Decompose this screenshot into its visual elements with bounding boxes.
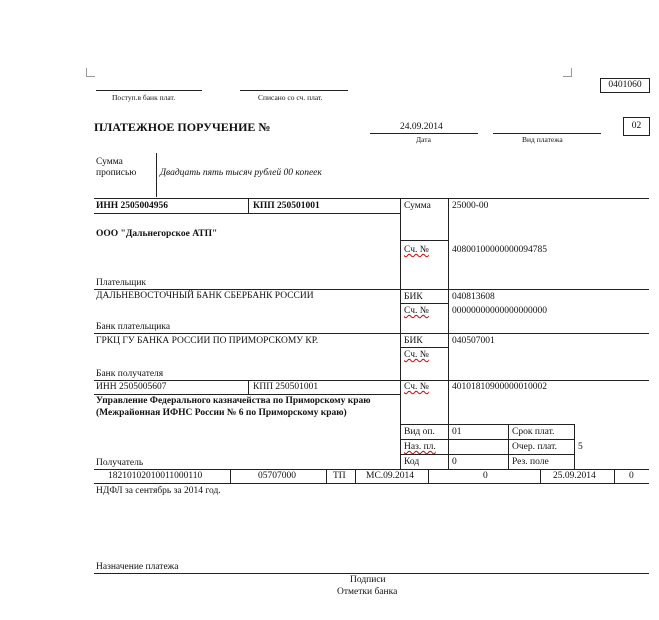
- grid-line: [94, 289, 649, 290]
- grid-line: [400, 439, 574, 440]
- payee-account-label: Сч. №: [404, 382, 429, 392]
- form-code: 0401060: [608, 80, 642, 90]
- grid-line: [400, 424, 574, 425]
- ocher-label: Очер. плат.: [512, 442, 557, 452]
- tax-basis: ТП: [333, 471, 346, 481]
- payer-account: 40800100000000094785: [452, 245, 547, 255]
- tax-oktmo: 05707000: [258, 471, 296, 481]
- amount-divider: [156, 153, 157, 197]
- page-title: ПЛАТЕЖНОЕ ПОРУЧЕНИЕ №: [94, 120, 271, 134]
- naz-label: Наз. пл.: [404, 442, 436, 452]
- grid-line: [400, 454, 574, 455]
- payer-inn: ИНН 2505004956: [96, 201, 169, 211]
- vid-op-label: Вид оп.: [404, 427, 435, 437]
- grid-line: [428, 469, 429, 483]
- grid-line: [614, 469, 615, 483]
- grid-line: [94, 469, 649, 470]
- payee-bank: ГРКЦ ГУ БАНКА РОССИИ ПО ПРИМОРСКОМУ КР.: [96, 336, 319, 346]
- payee-bik: 040507001: [452, 336, 495, 346]
- purpose-line: [94, 573, 649, 574]
- tax-doc-date: 25.09.2014: [553, 471, 596, 481]
- postup-line: [96, 90, 202, 91]
- rez-label: Рез. поле: [512, 457, 549, 467]
- tax-type: 0: [629, 471, 634, 481]
- grid-line: [94, 483, 649, 484]
- payee-kpp: КПП 250501001: [253, 382, 319, 392]
- payee-label: Получатель: [96, 458, 144, 468]
- amount-label-2: прописью: [96, 168, 137, 178]
- grid-line: [248, 198, 249, 213]
- kod-label: Код: [404, 457, 420, 467]
- spisano-label: Списано со сч. плат.: [258, 93, 323, 102]
- grid-line: [574, 424, 575, 469]
- payee-account: 40101810900000010002: [452, 382, 547, 392]
- srok-label: Срок плат.: [512, 427, 555, 437]
- summa-label: Сумма: [404, 201, 431, 211]
- payer-bik: 040813608: [452, 292, 495, 302]
- grid-line: [400, 347, 448, 348]
- kod-value: 0: [452, 457, 457, 467]
- purpose-label: Назначение платежа: [96, 562, 179, 572]
- crop-mark-left: [86, 68, 95, 77]
- payment-purpose: НДФЛ за сентябрь за 2014 год.: [96, 486, 221, 496]
- payer-bik-label: БИК: [404, 292, 423, 302]
- grid-line: [94, 198, 649, 199]
- form-code-box: [600, 78, 650, 93]
- vid-op-value: 01: [452, 427, 462, 437]
- grid-line: [94, 213, 400, 214]
- grid-line: [326, 469, 327, 483]
- grid-line: [508, 424, 509, 469]
- payee-bank-label: Банк получателя: [96, 369, 164, 379]
- tax-doc-number: 0: [483, 471, 488, 481]
- date-label: Дата: [416, 135, 431, 144]
- amount-words: Двадцать пять тысяч рублей 00 копеек: [160, 168, 322, 178]
- tax-period: МС.09.2014: [366, 471, 415, 481]
- payer-bank-account: 00000000000000000000: [452, 306, 547, 316]
- payee-name: Управление Федерального казначейства по Приморскому краю (Межрайонная ИФНС России № 6 по Приморскому краю): [96, 396, 371, 418]
- signatures-label: Подписи: [350, 575, 386, 585]
- grid-line: [94, 380, 649, 381]
- payee-inn: ИНН 2505005607: [96, 382, 167, 392]
- crop-mark-right: [563, 68, 572, 77]
- payer-label: Плательщик: [96, 278, 147, 288]
- payment-code: 02: [631, 121, 642, 131]
- grid-line: [355, 469, 356, 483]
- postup-label: Поступ.в банк плат.: [112, 93, 176, 102]
- date-line: [370, 133, 478, 134]
- vid-label: Вид платежа: [522, 135, 563, 144]
- grid-line: [230, 469, 231, 483]
- amount-label-1: Сумма: [96, 157, 123, 167]
- grid-line: [400, 198, 401, 469]
- spisano-line: [240, 90, 348, 91]
- summa-value: 25000-00: [452, 201, 489, 211]
- grid-line: [448, 198, 449, 469]
- grid-line: [248, 380, 249, 394]
- payer-bank-label: Банк плательщика: [96, 322, 171, 332]
- payee-bik-label: БИК: [404, 336, 423, 346]
- payer-bank: ДАЛЬНЕВОСТОЧНЫЙ БАНК СБЕРБАНК РОССИИ: [96, 291, 314, 301]
- payer-account-label: Сч. №: [404, 245, 429, 255]
- payer-kpp: КПП 250501001: [253, 201, 320, 211]
- bank-marks-label: Отметки банка: [337, 587, 398, 597]
- document-date: 24.09.2014: [400, 122, 443, 132]
- grid-line: [400, 303, 448, 304]
- payer-name: ООО "Дальнегорское АТП": [96, 229, 218, 239]
- ocher-value: 5: [578, 442, 583, 452]
- payee-bank-account-label: Сч. №: [404, 350, 429, 360]
- grid-line: [400, 240, 448, 241]
- tax-kbk: 18210102010011000110: [108, 471, 203, 481]
- payment-code-box: [623, 117, 650, 136]
- grid-line: [540, 469, 541, 483]
- payer-bank-account-label: Сч. №: [404, 306, 429, 316]
- vid-line: [493, 133, 601, 134]
- grid-line: [94, 333, 649, 334]
